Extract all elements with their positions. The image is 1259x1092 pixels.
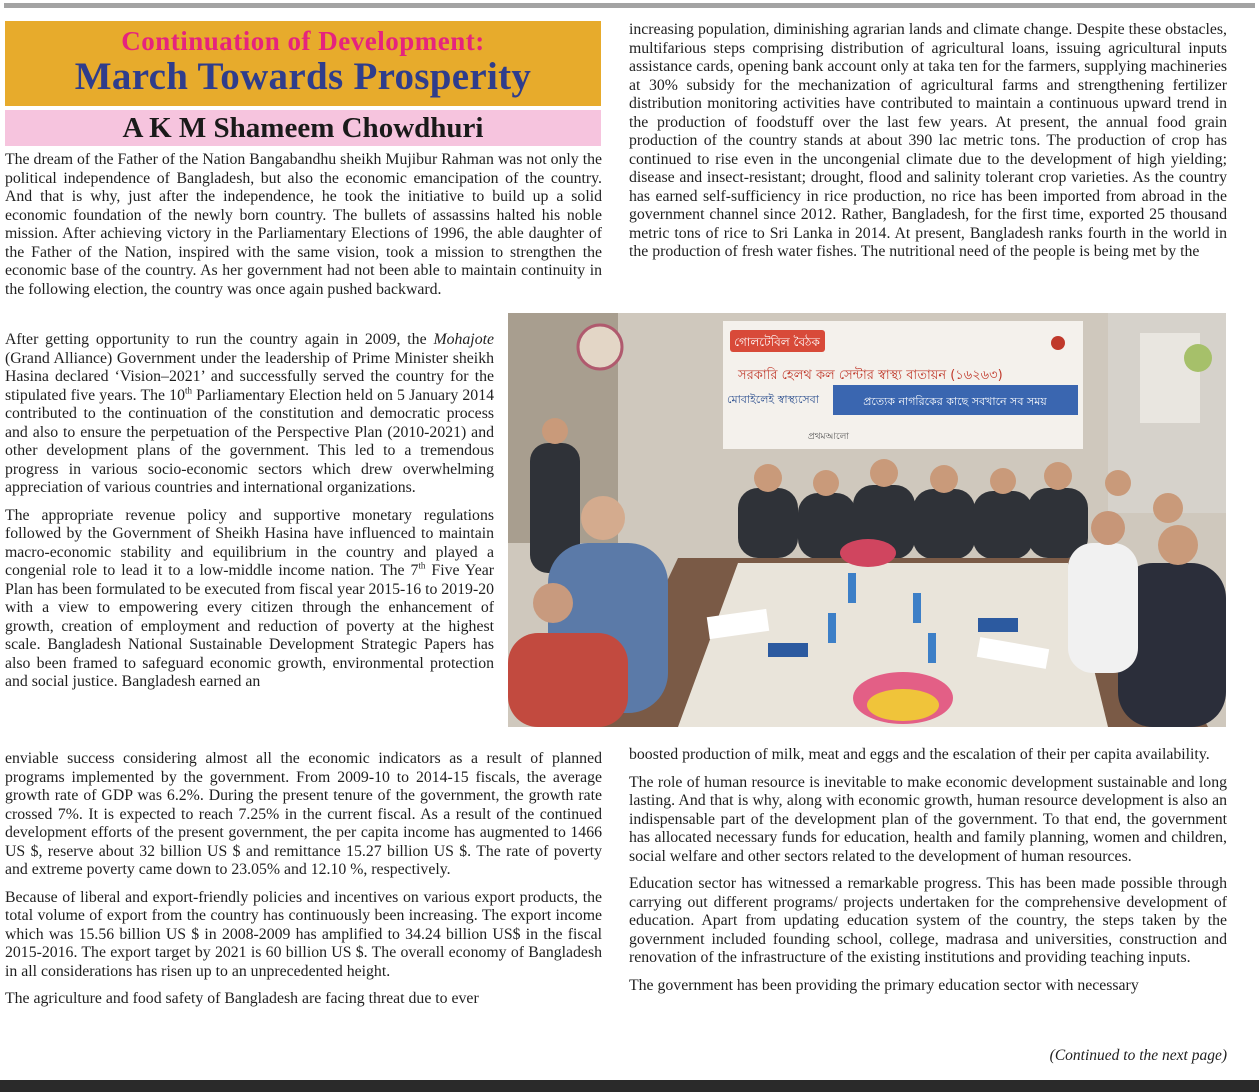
left-column-bottom xyxy=(5,750,602,1009)
title-box xyxy=(5,21,601,106)
continued-note: (Continued to the next page) xyxy=(1049,1047,1227,1064)
paragraph-food-production: increasing population, diminishing agrarian lands and climate change. Despite these obstacles, multifarious steps comprising distribution of agricultural loans, issuing agricultural inputs assistance cards, opening bank account only at taka ten for the farmers, supplying machineries at 30% subsidy for the mechanization of agricultural farms and strengthening fertilizer distribution monitoring activities have contributed to maintain a continuous upward trend in the production of foodstuff over the last few years. At present, the annual food grain production of the country stands at about 390 lac metric tons. The production of crop has continued to rise even in the uncongenial climate due to the development of high yielding; disease and insect-resistant; drought, flood and salinity tolerant crop varieties. As the country has earned self-sufficiency in rice production, no rice has been imported from abroad in the government channel since 2012. Rather, Bangladesh, for the first time, exported 25 thousand metric tons of rice to Sri Lanka in 2014. At present, Bangladesh ranks fourth in the world in the production of fresh water fishes. The nutritional need of the people is being met by the xyxy=(629,21,1227,260)
right-column-bottom xyxy=(629,746,1227,995)
title-line-1: Continuation of Development: xyxy=(121,26,485,56)
paragraph-human-resource: The role of human resource is inevitable to make economic development sustainable and long lasting. And that is why, along with economic growth, human resource development is also an indispensable part of the development plan of the government. To that end, the government has allocated necessary funds for education, health and family planning, women and children, social welfare and other sectors related to the development of human resources. xyxy=(629,773,1227,865)
banner-tag: গোলটেবিল বৈঠক xyxy=(734,335,820,349)
left-column-top xyxy=(5,151,602,299)
banner-mobile: মোবাইলেই স্বাস্থ্যসেবা xyxy=(727,393,819,406)
paragraph-agriculture: The agriculture and food safety of Bangladesh are facing threat due to ever xyxy=(5,990,479,1007)
meeting-photo xyxy=(508,313,1226,727)
paragraph-economy: enviable success considering almost all the economic indicators as a result of planned programs implemented by the government. From 2009-10 to 2014-15 fiscals, the average growth rate of GDP was 6.2%. During the present tenure of the government, the growth rate crossed 7%. It is expected to reach 7.25% in the current fiscal. As a result of the continued development efforts of the present government, the per capita income has augmented to 1466 US $, reserve about 32 billion US $ and remittance 15.27 billion US $. The rate of poverty and extreme poverty came down to 23.05% and 12.10 %, respectively. xyxy=(5,750,602,878)
paragraph-primary: The government has been providing the primary education sector with necessary xyxy=(629,976,1139,994)
author-box xyxy=(5,110,601,146)
author-name: A K M Shameem Chowdhuri xyxy=(122,112,484,144)
paragraph-mohajote: After getting opportunity to run the country again in 2009, the Mohajote (Grand Alliance) Government under the leadership of Prime Minister sheikh Hasina declared ‘Vision–2021’ and successfully served the country for the stipulated five years. The 10th Parliamentary Election held on 5 January 2014 contributed to the continuation of the constitution and democratic process and also to ensure the perpetuation of the Perspective Plan (2010-2021) and other development plans of the government. This led to a tremendous progress in various socio-economic sectors which drew overwhelming appreciation of various countries and international organizations. xyxy=(5,331,494,496)
paragraph-intro: The dream of the Father of the Nation Bangabandhu sheikh Mujibur Rahman was not only the political independence of Bangladesh, but also the economic emancipation of the country. And that is why, just after the independence, he took the initiative to build up a solid economic foundation of the newly born country. The bullets of assassins halted his noble mission. After achieving victory in the Parliamentary Elections of 1996, the able daughter of the Father of the Nation, inspired with the same vision, took a mission to strengthen the economic base of the country. As her government had not been able to maintain continuity in the following election, the country was once again pushed backward. xyxy=(5,151,602,298)
title-line-2: March Towards Prosperity xyxy=(74,55,532,98)
bottom-rule xyxy=(0,1074,1259,1092)
paragraph-milk: boosted production of milk, meat and eggs and the escalation of their per capita availability. xyxy=(629,746,1210,763)
banner-sponsor: প্রথমআলো xyxy=(808,432,849,442)
left-column-narrow xyxy=(5,331,494,692)
right-column-top xyxy=(629,21,1227,262)
banner-main: সরকারি হেলথ কল সেন্টার স্বাস্থ্য বাতায়ন (১৬২৬৩) xyxy=(738,368,1003,383)
paragraph-export: Because of liberal and export-friendly policies and incentives on various export products, the total volume of export from the country has continuously been increasing. The export income which was 15.56 billion US $ in 2008-2009 has amplified to 34.24 billion US$ in the fiscal 2015-2016. The export target by 2021 is 60 billion US $. The overall economy of Bangladesh in all considerations has risen up to an unprecedented height. xyxy=(5,888,602,980)
paragraph-education: Education sector has witnessed a remarkable progress. This has been made possible through carrying out different programs/ projects undertaken for the comprehensive development of education. Apart from updating education system of the country, the steps taken by the government included founding school, college, madrasa and universities, construction and renovation of the infrastructure of the existing institutions and providing teaching inputs. xyxy=(629,875,1227,966)
banner-tagline: প্রত্যেক নাগরিকের কাছে সবখানে সব সময় xyxy=(863,395,1047,408)
top-rule xyxy=(0,0,1259,10)
paragraph-revenue: The appropriate revenue policy and supportive monetary regulations followed by the Government of Sheikh Hasina have influenced to maintain macro-economic stability and equilibrium in the country and played a congenial role to lead it to a low-middle income nation. The 7th Five Year Plan has been formulated to be executed from fiscal year 2015-16 to 2019-20 with a view to empowering every citizen through the enhancement of growth, creation of employment and reduction of poverty at the highest scale. Bangladesh National Sustainable Development Strategic Papers has also been framed to safeguard economic growth, environmental protection and social justice. Bangladesh earned an xyxy=(5,506,494,690)
